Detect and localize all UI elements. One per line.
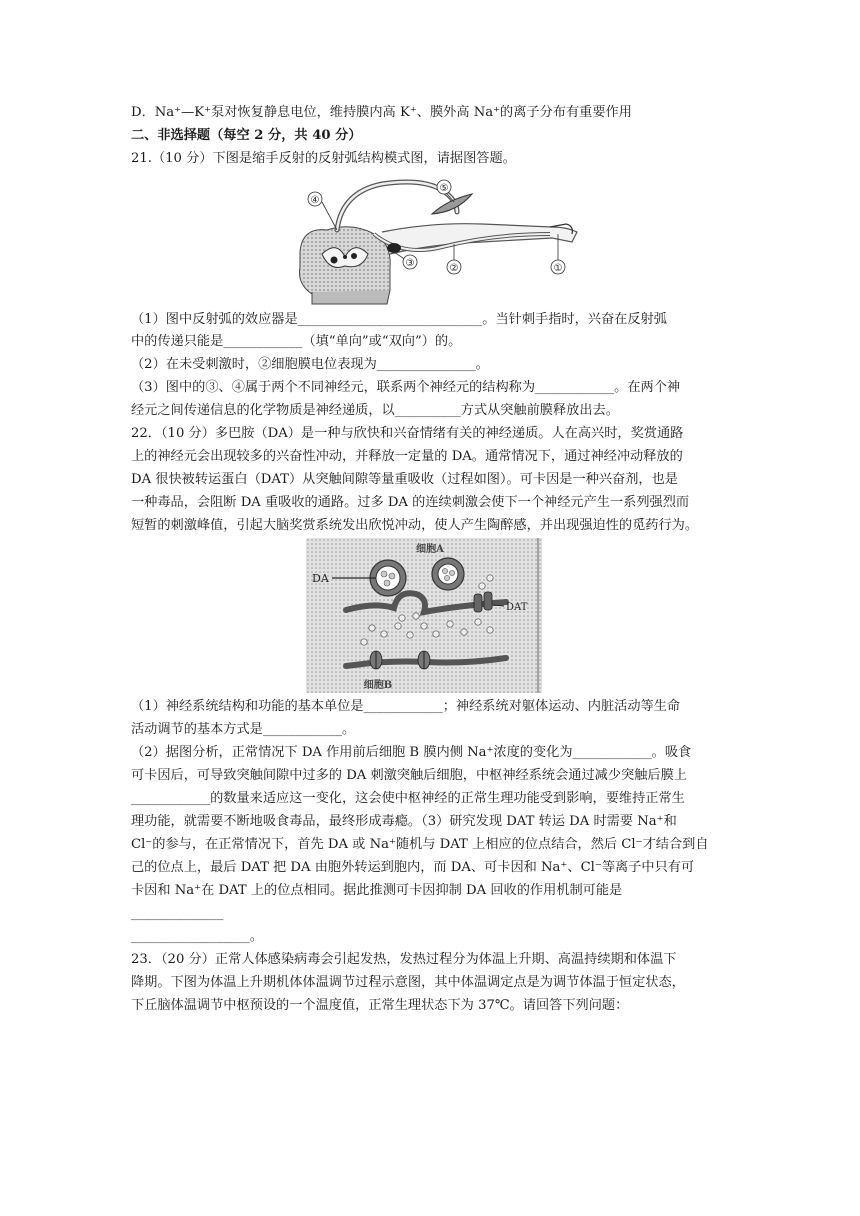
option-d: D．Na⁺—K⁺泵对恢复静息电位，维持膜内高 K⁺、膜外高 Na⁺的离子分布有重要作用 xyxy=(131,105,632,120)
q22-stem-5: 短暂的刺激峰值，引起大脑奖赏系统发出欣悦冲动，使人产生陶醉感，并出现强迫性的觅药行为。 xyxy=(131,518,699,533)
cell-b-label: 细胞B xyxy=(363,680,393,691)
q23-stem-3: 下丘脑体温调节中枢预设的一个温度值，正常生理状态下为 37℃。请回答下列问题： xyxy=(131,998,629,1013)
q22-3b: 己的位点上，最后 DAT 把 DA 由胞外转运到胞内，而 DA、可卡因和 Na⁺、Cl⁻等离子中只有可 xyxy=(131,860,695,875)
answer-blank-2: __________________。 xyxy=(131,929,263,944)
answer-blank-1: ______________ xyxy=(131,906,224,921)
q23-stem-2: 降期。下图为体温上升期机体体温调节过程示意图，其中体温调定点是为调节体温于恒定状态， xyxy=(131,975,685,990)
dat-label: DAT xyxy=(506,602,528,613)
label-2: ② xyxy=(449,263,459,274)
label-1: ① xyxy=(553,263,563,274)
label-4: ④ xyxy=(310,195,320,206)
q21-1b: 中的传递只能是____________（填“单向”或“双向”）的。 xyxy=(131,334,462,349)
q22-stem-3: DA 很快被转运蛋白（DAT）从突触间隙等量重吸收（过程如图）。可卡因是一种兴奋剂，也是 xyxy=(131,472,678,487)
q22-1b: 活动调节的基本方式是____________。 xyxy=(131,722,356,737)
synapse-figure xyxy=(306,538,542,693)
reflex-arc-figure xyxy=(282,172,582,307)
q22-2d: 理功能，就需要不断地吸食毒品，最终形成毒瘾。（3）研究发现 DAT 转运 DA 时需要 Na⁺和 xyxy=(131,814,677,829)
q22-1a: （1）神经系统结构和功能的基本单位是____________；神经系统对躯体运动、内脏活动等生命 xyxy=(131,699,681,714)
q21-stem: 21.（10 分）下图是缩手反射的反射弧结构模式图，请据图答题。 xyxy=(131,151,516,166)
q22-stem-4: 一种毒品，会阻断 DA 重吸收的通路。过多 DA 的连续刺激会使下一个神经元产生一系列强烈而 xyxy=(131,495,690,510)
q21-1a: （1）图中反射弧的效应器是____________________________。当针刺手指时，兴奋在反射弧 xyxy=(131,312,667,327)
q22-stem-2: 上的神经元会出现较多的兴奋性冲动，并释放一定量的 DA。通常情况下，通过神经冲动释放的 xyxy=(131,449,683,464)
q23-stem-1: 23．（20 分）正常人体感染病毒会引起发热，发热过程分为体温上升期、高温持续期和体温下 xyxy=(131,952,677,967)
q21-2: （2）在未受刺激时，②细胞膜电位表现为_______________。 xyxy=(131,357,489,372)
q22-stem-1: 22．（10 分）多巴胺（DA）是一种与欣快和兴奋情绪有关的神经递质。人在高兴时，奖赏通路 xyxy=(131,426,684,441)
label-5: ⑤ xyxy=(439,183,449,194)
q22-2b: 可卡因后，可导致突触间隙中过多的 DA 刺激突触后细胞，中枢神经系统会通过减少突触后膜上 xyxy=(131,768,687,783)
q22-3a: Cl⁻的参与，在正常情况下，首先 DA 或 Na⁺随机与 DAT 上相应的位点结合，然后 Cl⁻才结合到自 xyxy=(131,837,709,852)
da-label: DA xyxy=(312,572,329,585)
cell-a-label: 细胞A xyxy=(416,544,444,555)
q21-3a: （3）图中的③、④属于两个不同神经元，联系两个神经元的结构称为____________。在两个神 xyxy=(131,380,681,395)
q22-2c: ____________的数量来适应这一变化，这会使中枢神经的正常生理功能受到影响，要维持正常生 xyxy=(131,791,685,806)
label-3: ③ xyxy=(405,258,415,269)
q21-3b: 经元之间传递信息的化学物质是神经递质，以__________方式从突触前膜释放出去。 xyxy=(131,403,619,418)
section-heading: 二、非选择题（每空 2 分，共 40 分） xyxy=(131,128,362,143)
q22-2a: （2）据图分析，正常情况下 DA 作用前后细胞 B 膜内侧 Na⁺浓度的变化为____________。吸食 xyxy=(131,745,692,760)
q22-3c: 卡因和 Na⁺在 DAT 上的位点相同。据此推测可卡因抑制 DA 回收的作用机制可能是 xyxy=(131,883,623,898)
